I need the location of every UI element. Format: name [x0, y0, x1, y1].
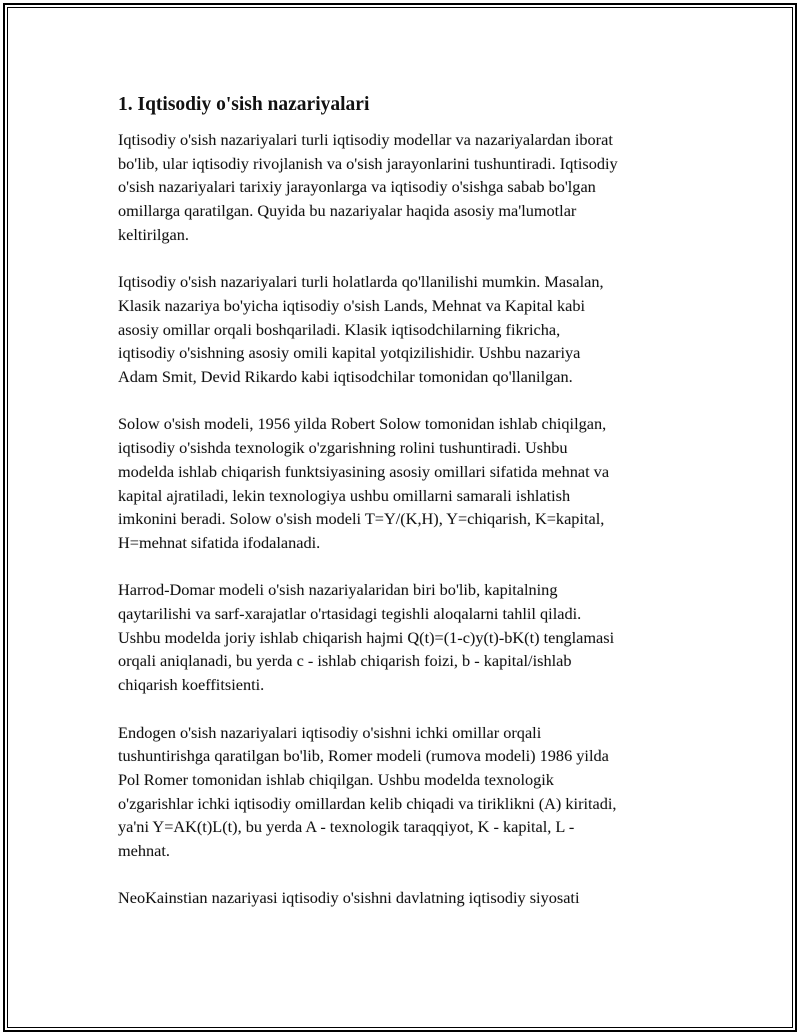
- paragraph-endogenous-growth: Endogen o'sish nazariyalari iqtisodiy o'sishni ichki omillar orqali tushuntirishga qaratilgan bo'lib, Romer modeli (rumova modeli) 1986 yilda Pol Romer tomonidan ishlab chiqilgan. Ushbu modelda texnologik o'zgarishlar ichki iqtisodiy omillardan kelib chiqadi va tiriklikni (A) kiritadi, ya'ni Y=AK(t)L(t), bu yerda A - texnologik taraqqiyot, K - kapital, L - mehnat.: [118, 722, 617, 861]
- paragraph-neokeynesian: NeoKainstian nazariyasi iqtisodiy o'sishni davlatning iqtisodiy siyosati: [118, 888, 580, 908]
- paragraph-solow-model: Solow o'sish modeli, 1956 yilda Robert Solow tomonidan ishlab chiqilgan, iqtisodiy o'sishda texnologik o'zgarishning rolini tushuntiradi. Ushbu modelda ishlab chiqarish funktsiyasining asosiy omillari sifatida mehnat va kapital ajratiladi, lekin texnologiya ushbu omillarni samarali ishlatish imkonini beradi. Solow o'sish modeli T=Y/(K,H), Y=chiqarish, K=kapital, H=mehnat sifatida ifodalanadi.: [118, 414, 610, 552]
- section-heading: 1. Iqtisodiy o'sish nazariyalari: [118, 94, 370, 115]
- paragraph-classical-theory: Iqtisodiy o'sish nazariyalari turli holatlarda qo'llanilishi mumkin. Masalan, Klasik nazariya bo'yicha iqtisodiy o'sish Lands, Mehnat va Kapital kabi asosiy omillar orqali boshqariladi. Klasik iqtisodchilarning fikricha, iqtisodiy o'sishning asosiy omili kapital yotqizilishidir. Ushbu nazariya Adam Smit, Devid Rikardo kabi iqtisodchilar tomonidan qo'llanilgan.: [118, 272, 604, 387]
- document-body: [118, 92, 688, 934]
- paragraph-intro: Iqtisodiy o'sish nazariyalari turli iqtisodiy modellar va nazariyalardan iborat bo'lib, ular iqtisodiy rivojlanish va o'sish jarayonlarini tushuntiradi. Iqtisodiy o'sish nazariyalari tarixiy jarayonlarga va iqtisodiy o'sishga sabab bo'lgan omillarga qaratilgan. Quyida bu nazariyalar haqida asosiy ma'lumotlar keltirilgan.: [118, 130, 618, 244]
- paragraph-harrod-domar-model: Harrod-Domar modeli o'sish nazariyalaridan biri bo'lib, kapitalning qaytarilishi va sarf-xarajatlar o'rtasidagi tegishli aloqalarni tahlil qiladi. Ushbu modelda joriy ishlab chiqarish hajmi Q(t)=(1-c)y(t)-bK(t) tenglamasi orqali aniqlanadi, bu yerda c - ishlab chiqarish foizi, b - kapital/ishlab chiqarish koeffitsienti.: [118, 580, 615, 695]
